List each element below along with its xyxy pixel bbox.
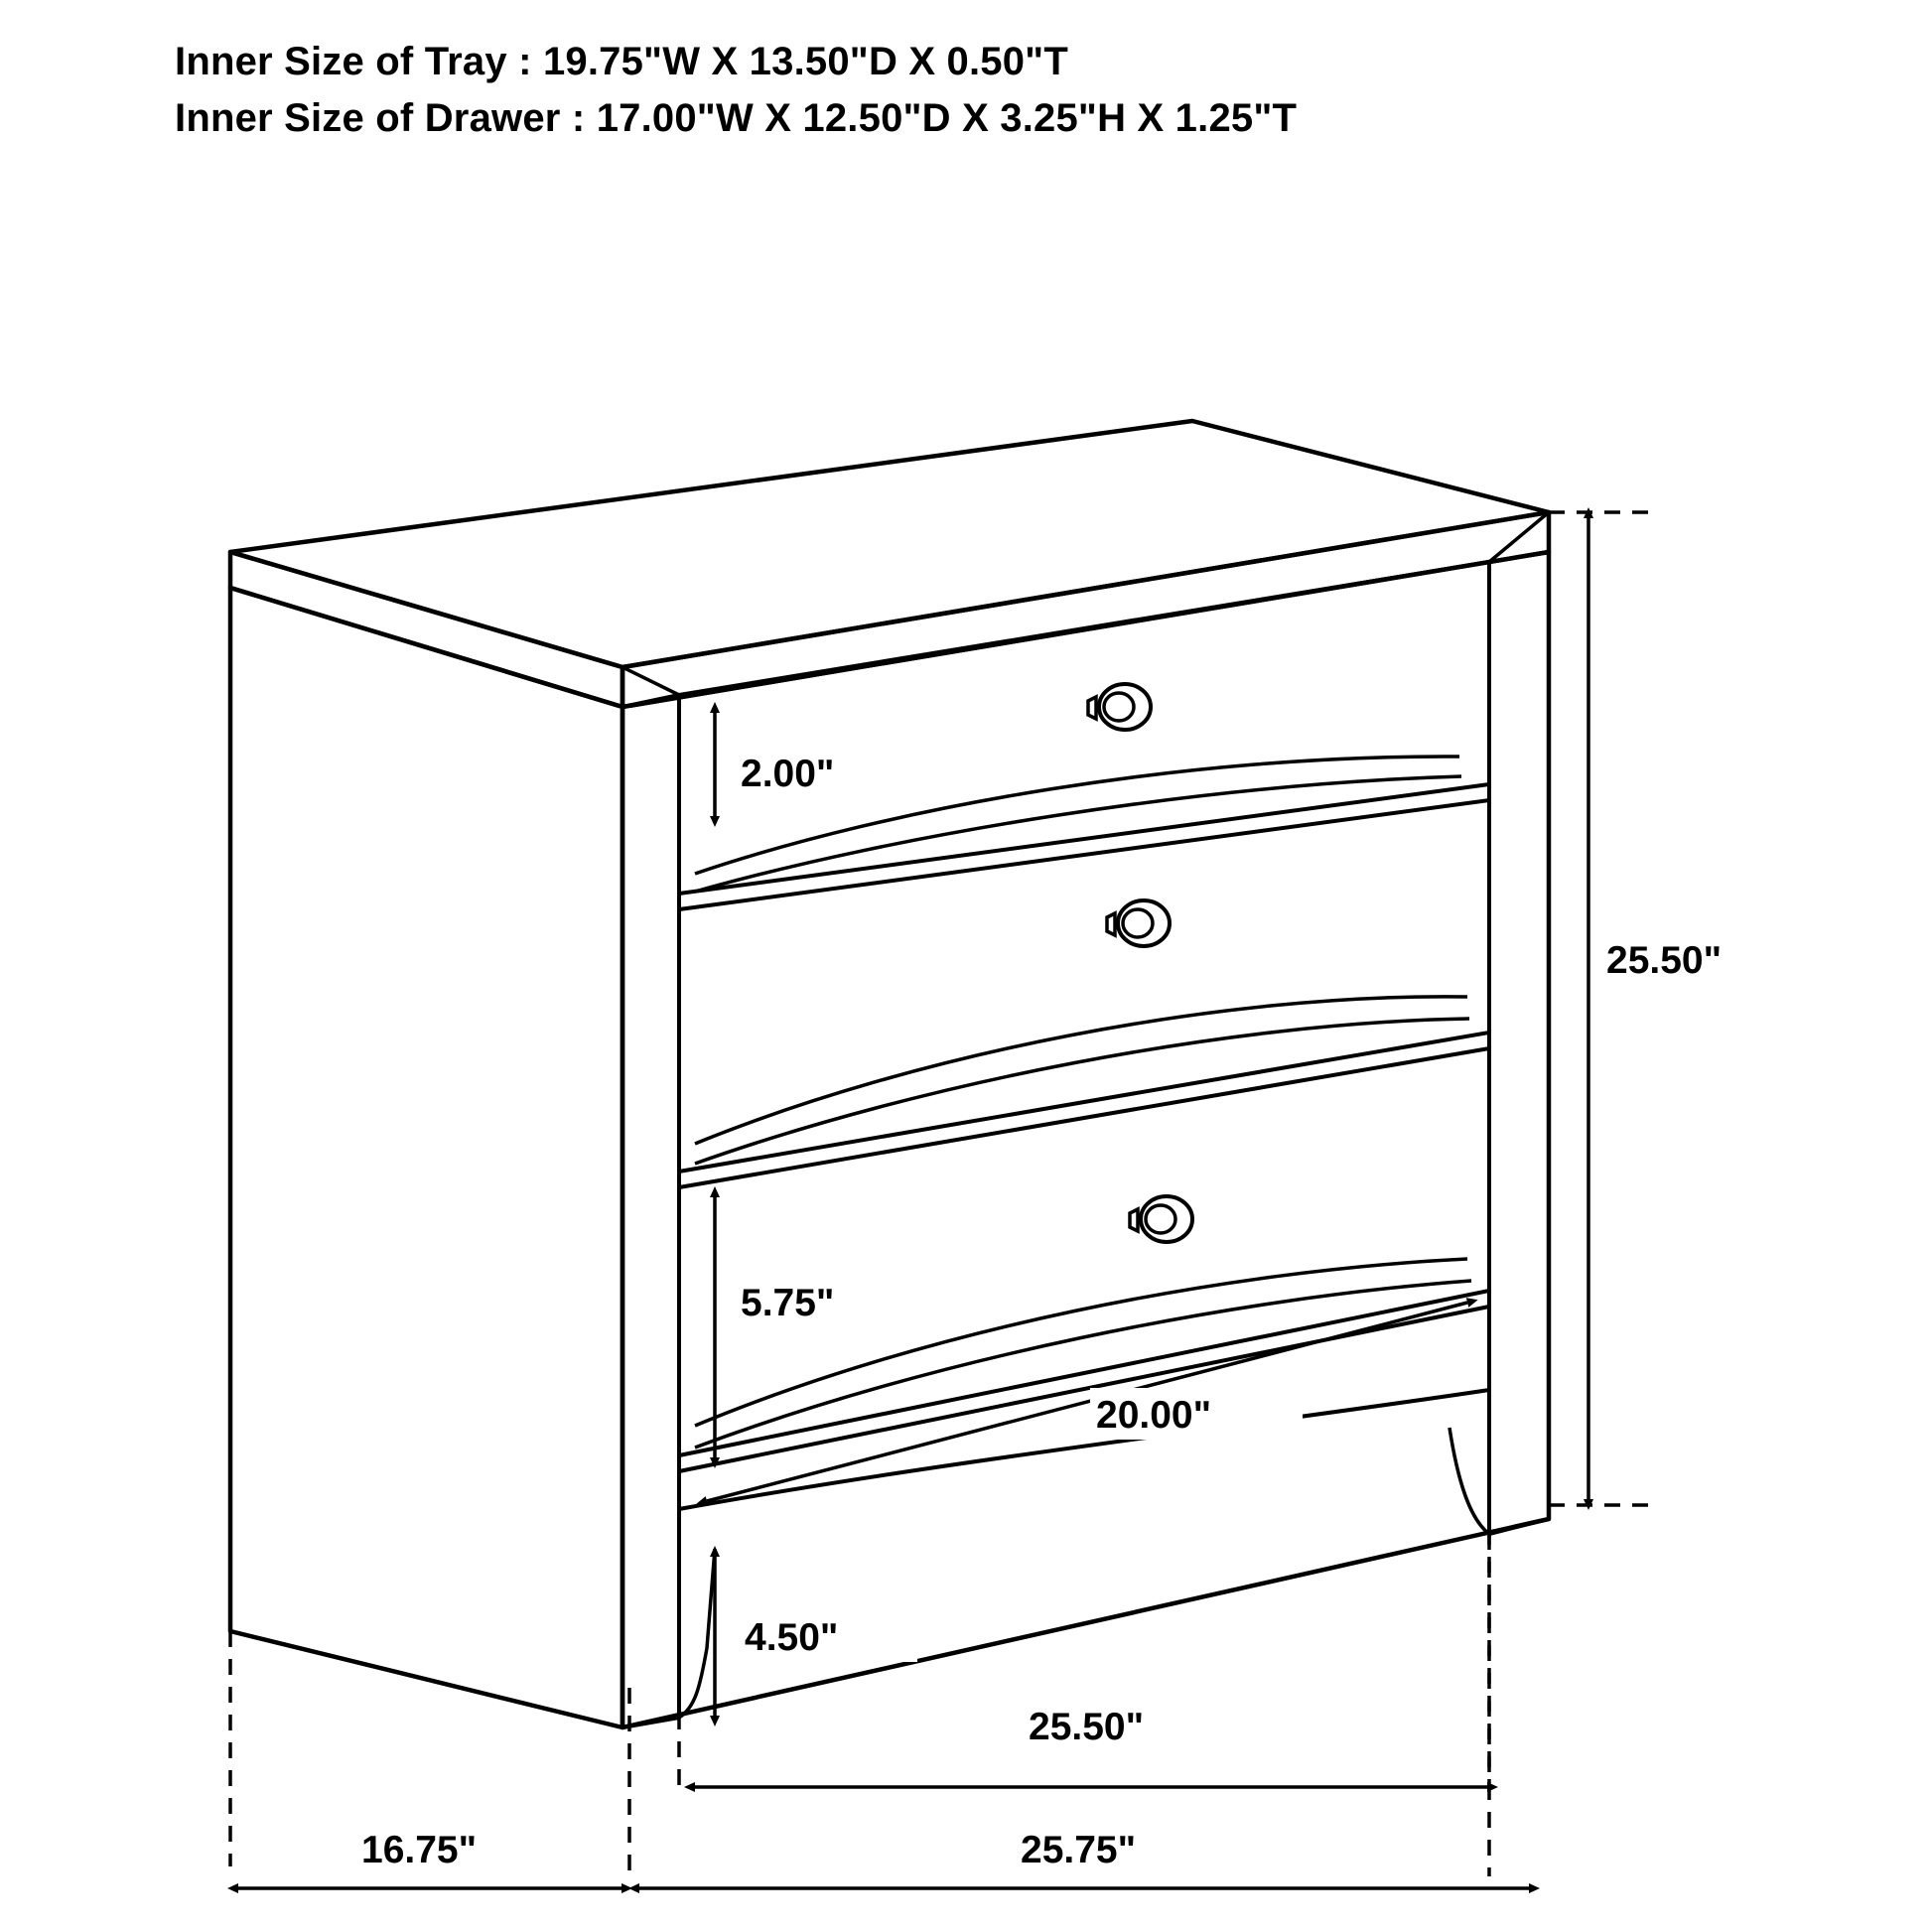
knob-icon-3 <box>1130 1196 1192 1242</box>
drawer-knobs <box>1088 684 1192 1242</box>
label-overall-width: 25.75" <box>1021 1829 1137 1871</box>
apron-left-leg <box>679 1509 715 1718</box>
label-leg-height: 4.50" <box>745 1616 839 1659</box>
apron-right-leg <box>1449 1390 1489 1534</box>
drawer-front-3 <box>679 1048 1489 1455</box>
cabinet-left-side <box>230 588 622 1727</box>
drawer-2-pull-curve-bottom <box>695 1019 1469 1164</box>
spec-line-drawer: Inner Size of Drawer : 17.00"W X 12.50"D X 3.25"H X 1.25"T <box>175 95 1298 140</box>
knob-icon-1 <box>1088 684 1151 730</box>
cabinet-top-left-edge <box>230 552 622 707</box>
dim-line-drawer-front-width <box>707 1303 1467 1501</box>
cabinet-top-front-edge <box>622 512 1549 707</box>
cabinet-body <box>230 421 1549 1727</box>
knob-icon-2 <box>1107 900 1170 946</box>
drawer-front-2 <box>679 800 1489 1172</box>
label-drawer-bottom-height: 5.75" <box>741 1282 835 1324</box>
drawer-front-1 <box>679 562 1489 894</box>
cabinet-top-left-chamfer <box>622 667 679 695</box>
label-base-front-width: 25.50" <box>1029 1706 1145 1748</box>
label-drawer-front-width: 20.00" <box>1096 1394 1212 1437</box>
label-drawer-top-height: 2.00" <box>741 753 835 795</box>
label-overall-height: 25.50" <box>1606 939 1723 982</box>
cabinet-right-stile <box>1489 552 1549 1534</box>
spec-line-tray: Inner Size of Tray : 19.75"W X 13.50"D X 0.50"T <box>175 40 1068 83</box>
cabinet-left-stile <box>622 695 679 1727</box>
label-overall-depth: 16.75" <box>361 1829 478 1871</box>
